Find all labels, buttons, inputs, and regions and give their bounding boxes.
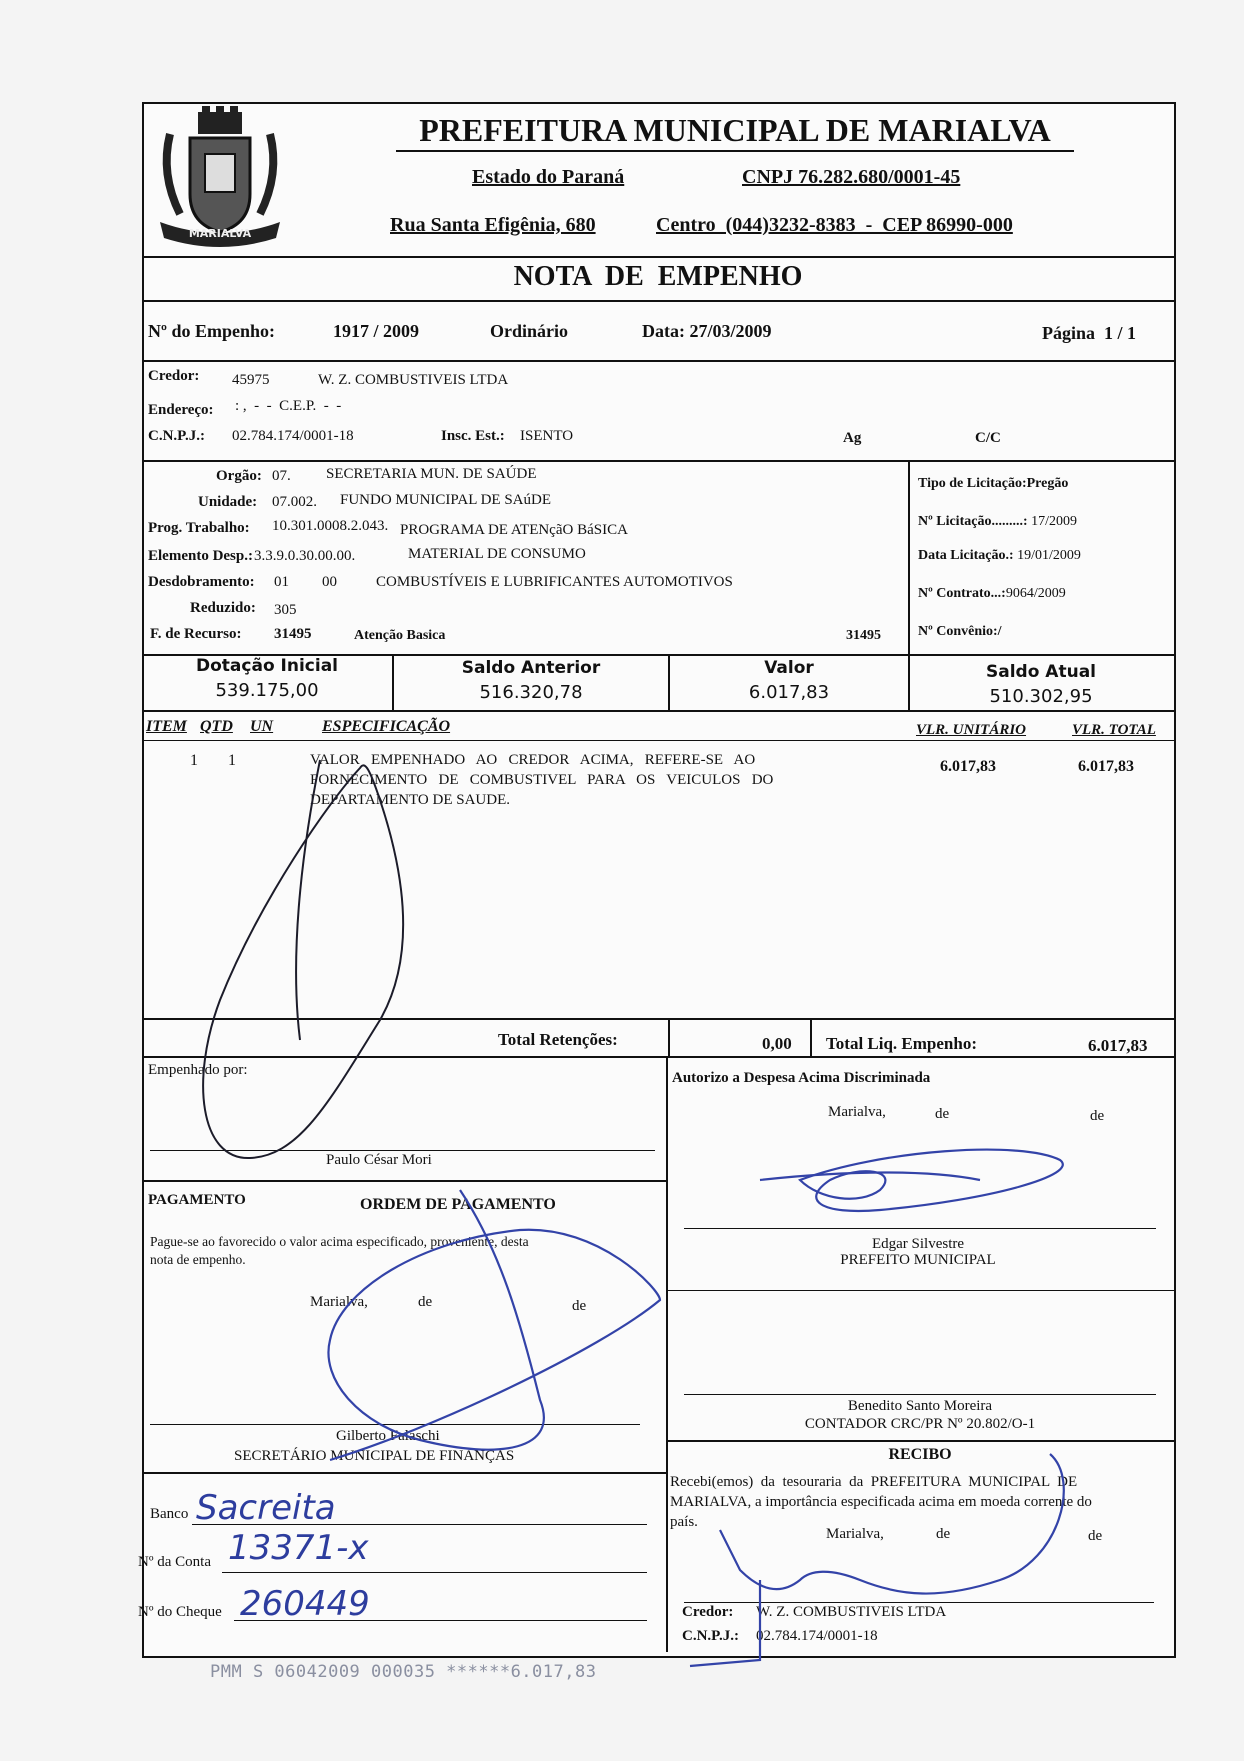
- orgao-name: SECRETARIA MUN. DE SAÚDE: [326, 466, 537, 482]
- recibo-cnpj-label: C.N.P.J.:: [682, 1628, 739, 1644]
- orgao-value: 07.: [272, 468, 291, 484]
- valor-value: 6.017,83: [748, 682, 830, 703]
- autorizo-label: Autorizo a Despesa Acima Discriminada: [672, 1070, 931, 1086]
- banco-label: Banco: [150, 1506, 189, 1522]
- secretario-role: SECRETÁRIO MUNICIPAL DE FINANÇAS: [234, 1448, 515, 1464]
- pagamento-text1: Pague-se ao favorecido o valor acima especificado, proveniente, desta: [150, 1234, 529, 1249]
- prefeito-role: PREFEITO MUNICIPAL: [840, 1252, 996, 1268]
- col-vlr-unitario: VLR. UNITÁRIO: [916, 722, 1027, 738]
- desdob-b: 00: [322, 574, 337, 590]
- orgao-label: Orgão:: [216, 468, 262, 484]
- dotacao-value: 539.175,00: [215, 680, 319, 701]
- elemento-label: Elemento Desp.:: [148, 548, 253, 564]
- pagamento-label: PAGAMENTO: [148, 1192, 246, 1208]
- ag-label: Ag: [843, 430, 862, 446]
- contact-info: Centro (044)3232-8383 - CEP 86990-000: [656, 214, 1013, 236]
- unidade-label: Unidade:: [198, 494, 258, 510]
- prog-name: PROGRAMA DE ATENçãO BáSICA: [400, 522, 628, 538]
- recibo-text1: Recebi(emos) da tesouraria da PREFEITURA MUNICIPAL DE: [670, 1474, 1078, 1490]
- liq-value: 6.017,83: [1088, 1036, 1148, 1055]
- ordem-pagamento-label: ORDEM DE PAGAMENTO: [360, 1196, 556, 1213]
- contador-name: Benedito Santo Moreira: [847, 1398, 993, 1414]
- item-spec-line1: VALOR EMPENHADO AO CREDOR ACIMA, REFERE-SE AO: [310, 752, 756, 768]
- endereco-label: Endereço:: [148, 402, 214, 418]
- saldo-atual-value: 510.302,95: [989, 686, 1093, 707]
- crest-text: MARIALVA: [188, 227, 252, 240]
- valor-label: Valor: [764, 658, 814, 678]
- recibo-de1: de: [936, 1526, 951, 1542]
- footer-stamp: PMM S 06042009 000035 ******6.017,83: [210, 1662, 597, 1682]
- recibo-place: Marialva,: [826, 1526, 884, 1542]
- desdob-label: Desdobramento:: [148, 574, 255, 590]
- autorizo-de1: de: [935, 1106, 950, 1122]
- page-number: Página 1 / 1: [1042, 323, 1137, 343]
- credor-label: Credor:: [148, 368, 200, 384]
- doc-title: NOTA DE EMPENHO: [513, 261, 803, 292]
- credor-code: 45975: [232, 372, 270, 388]
- saldo-atual-label: Saldo Atual: [986, 662, 1096, 682]
- state-name: Estado do Paraná: [472, 166, 625, 188]
- contrato-value: 9064/2009: [1005, 586, 1066, 601]
- reduzido-label: Reduzido:: [190, 600, 256, 616]
- cnpj-label: C.N.P.J.:: [148, 428, 205, 444]
- recibo-title: RECIBO: [888, 1446, 952, 1463]
- elemento-name: MATERIAL DE CONSUMO: [408, 546, 586, 562]
- fonte-code-right: 31495: [846, 628, 881, 643]
- pagamento-text2: nota de empenho.: [150, 1252, 246, 1267]
- elemento-value: 3.3.9.0.30.00.00.: [254, 548, 356, 564]
- secretario-name: Gilberto Falaschi: [336, 1428, 440, 1444]
- licitacao-date-label: Data Licitação.:: [918, 548, 1014, 563]
- crest-logo: [150, 104, 290, 254]
- cheque-value: 260449: [240, 1584, 370, 1624]
- item-spec-line2: FORNECIMENTO DE COMBUSTIVEL PARA OS VEICULOS DO: [310, 772, 774, 788]
- tipo-licitacao: Tipo de Licitação:Pregão: [918, 476, 1069, 491]
- prog-value: 10.301.0008.2.043.: [272, 518, 389, 534]
- banco-value: Sacreita: [196, 1488, 336, 1528]
- reduzido-value: 305: [274, 602, 297, 618]
- recibo-de2: de: [1088, 1528, 1103, 1544]
- fonte-label: F. de Recurso:: [150, 626, 242, 642]
- pagamento-de1: de: [418, 1294, 433, 1310]
- item-unit-value: 6.017,83: [940, 758, 996, 775]
- cc-label: C/C: [975, 430, 1001, 446]
- item-qtd: 1: [228, 752, 236, 769]
- org-title: PREFEITURA MUNICIPAL DE MARIALVA: [419, 112, 1051, 148]
- empenho-date: Data: 27/03/2009: [642, 321, 772, 341]
- autorizo-place: Marialva,: [828, 1104, 886, 1120]
- cheque-label: Nº do Cheque: [138, 1604, 222, 1620]
- recibo-credor-label: Credor:: [682, 1604, 734, 1620]
- contador-role: CONTADOR CRC/PR Nº 20.802/O-1: [804, 1416, 1036, 1432]
- licitacao-date-value: 19/01/2009: [1017, 548, 1081, 563]
- empenhado-label: Empenhado por:: [148, 1062, 248, 1078]
- licitacao-block: [918, 476, 1168, 656]
- saldo-anterior-label: Saldo Anterior: [461, 658, 601, 678]
- recibo-credor-value: W. Z. COMBUSTIVEIS LTDA: [756, 1604, 947, 1620]
- recibo-text3: país.: [670, 1514, 698, 1530]
- retencoes-label: Total Retenções:: [498, 1030, 618, 1049]
- convenio: Nº Convênio:/: [918, 624, 1002, 639]
- item-spec-line3: DEPARTAMENTO DE SAUDE.: [310, 792, 510, 808]
- col-item: ITEM: [146, 718, 187, 735]
- insc-label: Insc. Est.:: [441, 428, 505, 444]
- unidade-value: 07.002.: [272, 494, 317, 510]
- prefeito-name: Edgar Silvestre: [871, 1236, 965, 1252]
- autorizo-de2: de: [1090, 1108, 1105, 1124]
- empenho-label: Nº do Empenho:: [148, 321, 275, 341]
- saldo-anterior-value: 516.320,78: [479, 682, 583, 703]
- insc-value: ISENTO: [520, 428, 574, 444]
- cnpj-value: 02.784.174/0001-18: [232, 428, 354, 444]
- fonte-name: Atenção Basica: [354, 628, 446, 643]
- empenhado-name: Paulo César Mori: [326, 1152, 432, 1168]
- empenho-type: Ordinário: [490, 321, 569, 341]
- credor-name: W. Z. COMBUSTIVEIS LTDA: [318, 372, 509, 388]
- prog-label: Prog. Trabalho:: [148, 520, 250, 536]
- licitacao-num-value: 17/2009: [1031, 514, 1077, 529]
- pagamento-de2: de: [572, 1298, 587, 1314]
- recibo-cnpj-value: 02.784.174/0001-18: [756, 1628, 878, 1644]
- item-number: 1: [190, 752, 198, 769]
- empenho-number: 1917 / 2009: [333, 321, 420, 341]
- contrato-label: Nº Contrato...:: [918, 586, 1006, 601]
- licitacao-num-label: Nº Licitação.........:: [918, 514, 1028, 529]
- unidade-name: FUNDO MUNICIPAL DE SAúDE: [340, 492, 551, 508]
- retencoes-value: 0,00: [762, 1034, 792, 1053]
- pagamento-place: Marialva,: [310, 1294, 368, 1310]
- address: Rua Santa Efigênia, 680: [390, 214, 596, 236]
- desdob-a: 01: [274, 574, 289, 590]
- dotacao-label: Dotação Inicial: [196, 656, 338, 676]
- item-total-value: 6.017,83: [1078, 758, 1134, 775]
- col-vlr-total: VLR. TOTAL: [1072, 722, 1156, 738]
- liq-label: Total Liq. Empenho:: [826, 1034, 977, 1053]
- col-un: UN: [250, 718, 274, 735]
- conta-label: Nº da Conta: [138, 1554, 211, 1570]
- col-qtd: QTD: [200, 718, 233, 735]
- recibo-text2: MARIALVA, a importância especificada acima em moeda corrente do: [670, 1494, 1092, 1510]
- desdob-name: COMBUSTÍVEIS E LUBRIFICANTES AUTOMOTIVOS: [376, 574, 733, 590]
- col-especificacao: ESPECIFICAÇÃO: [322, 718, 451, 735]
- endereco-value: : , - - C.E.P. - -: [235, 398, 342, 414]
- fonte-value: 31495: [274, 626, 312, 642]
- cnpj-header: CNPJ 76.282.680/0001-45: [742, 166, 961, 188]
- conta-value: 13371-x: [228, 1528, 369, 1568]
